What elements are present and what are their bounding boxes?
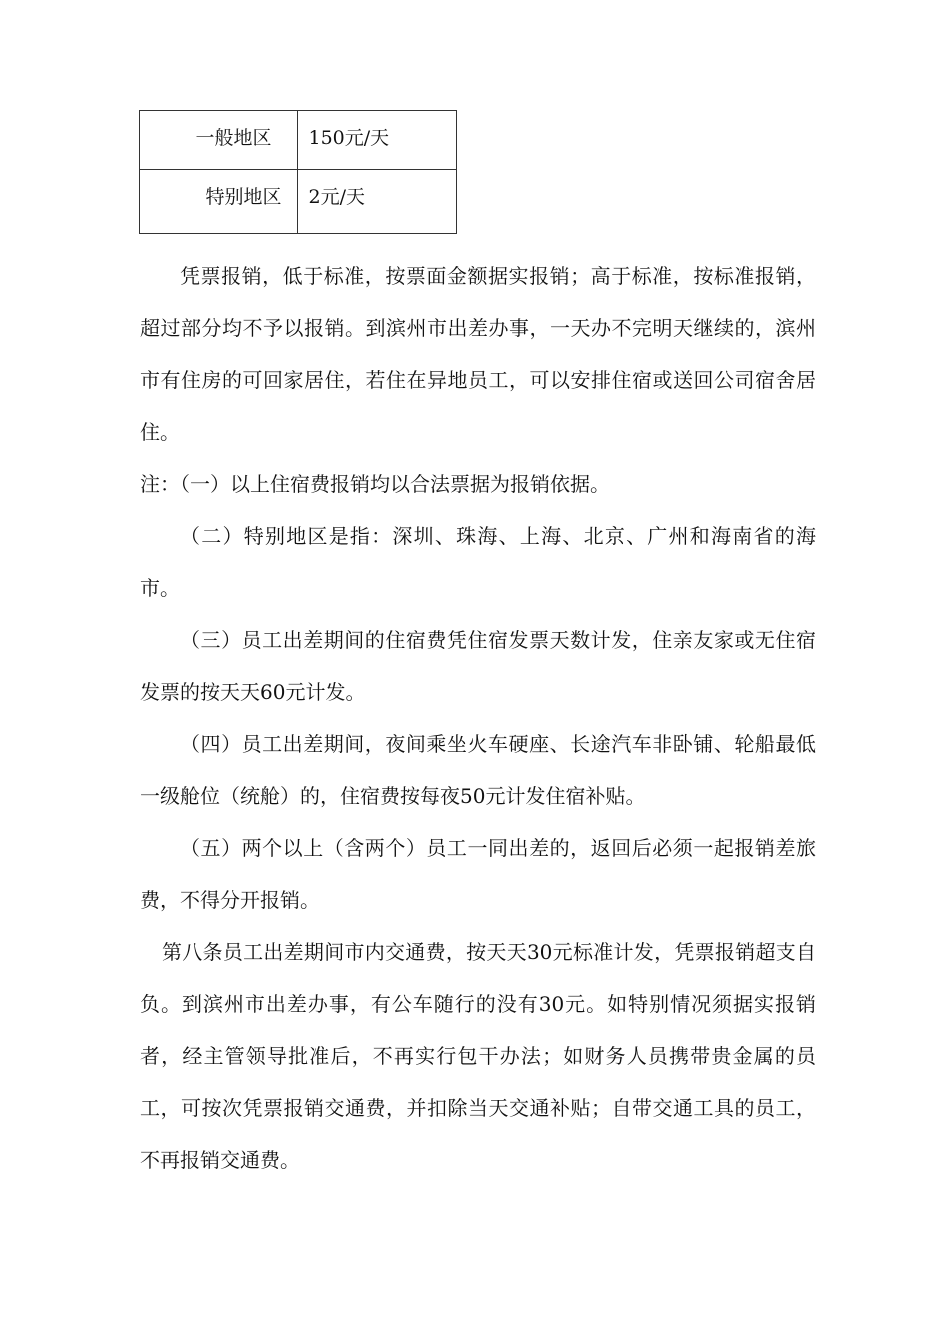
rate-value: 2元/天	[308, 186, 365, 208]
table-row	[140, 111, 457, 170]
region-label: 一般地区	[195, 127, 272, 149]
note-item-1: 注：（一）以上住宿费报销均以合法票据为报销依据。	[140, 472, 610, 496]
document-body	[140, 250, 816, 1186]
rate-cell	[298, 111, 457, 170]
note-item-5: （五）两个以上（含两个）员工一同出差的，返回后必须一起报销差旅费，不得分开报销。	[140, 836, 816, 912]
note-item-2: （二）特别地区是指：深圳、珠海、上海、北京、广州和海南省的海市。	[140, 524, 816, 600]
reimbursement-paragraph: 凭票报销，低于标准，按票面金额据实报销；高于标准，按标准报销，超过部分均不予以报销。到滨州市出差办事，一天办不完明天继续的，滨州市有住房的可回家居住，若住在异地员工，可以安排住宿或送回公司宿舍居住。	[140, 264, 816, 444]
note-item-3: （三）员工出差期间的住宿费凭住宿发票天数计发，住亲友家或无住宿发票的按天天60元计发。	[140, 628, 816, 704]
region-cell	[140, 111, 298, 170]
accommodation-rate-table	[139, 110, 457, 234]
region-cell	[140, 170, 298, 234]
rate-cell	[298, 170, 457, 234]
table-row	[140, 170, 457, 234]
note-item-4: （四）员工出差期间，夜间乘坐火车硬座、长途汽车非卧铺、轮船最低一级舱位（统舱）的，住宿费按每夜50元计发住宿补贴。	[140, 732, 816, 808]
region-label: 特别地区	[205, 186, 282, 208]
rate-value: 150元/天	[308, 127, 390, 149]
article-8-paragraph: 第八条员工出差期间市内交通费，按天天30元标准计发，凭票报销超支自负。到滨州市出差办事，有公车随行的没有30元。如特别情况须据实报销者，经主管领导批准后，不再实行包干办法；如财务人员携带贵金属的员工，可按次凭票报销交通费，并扣除当天交通补贴；自带交通工具的员工，不再报销交通费。	[140, 940, 816, 1172]
